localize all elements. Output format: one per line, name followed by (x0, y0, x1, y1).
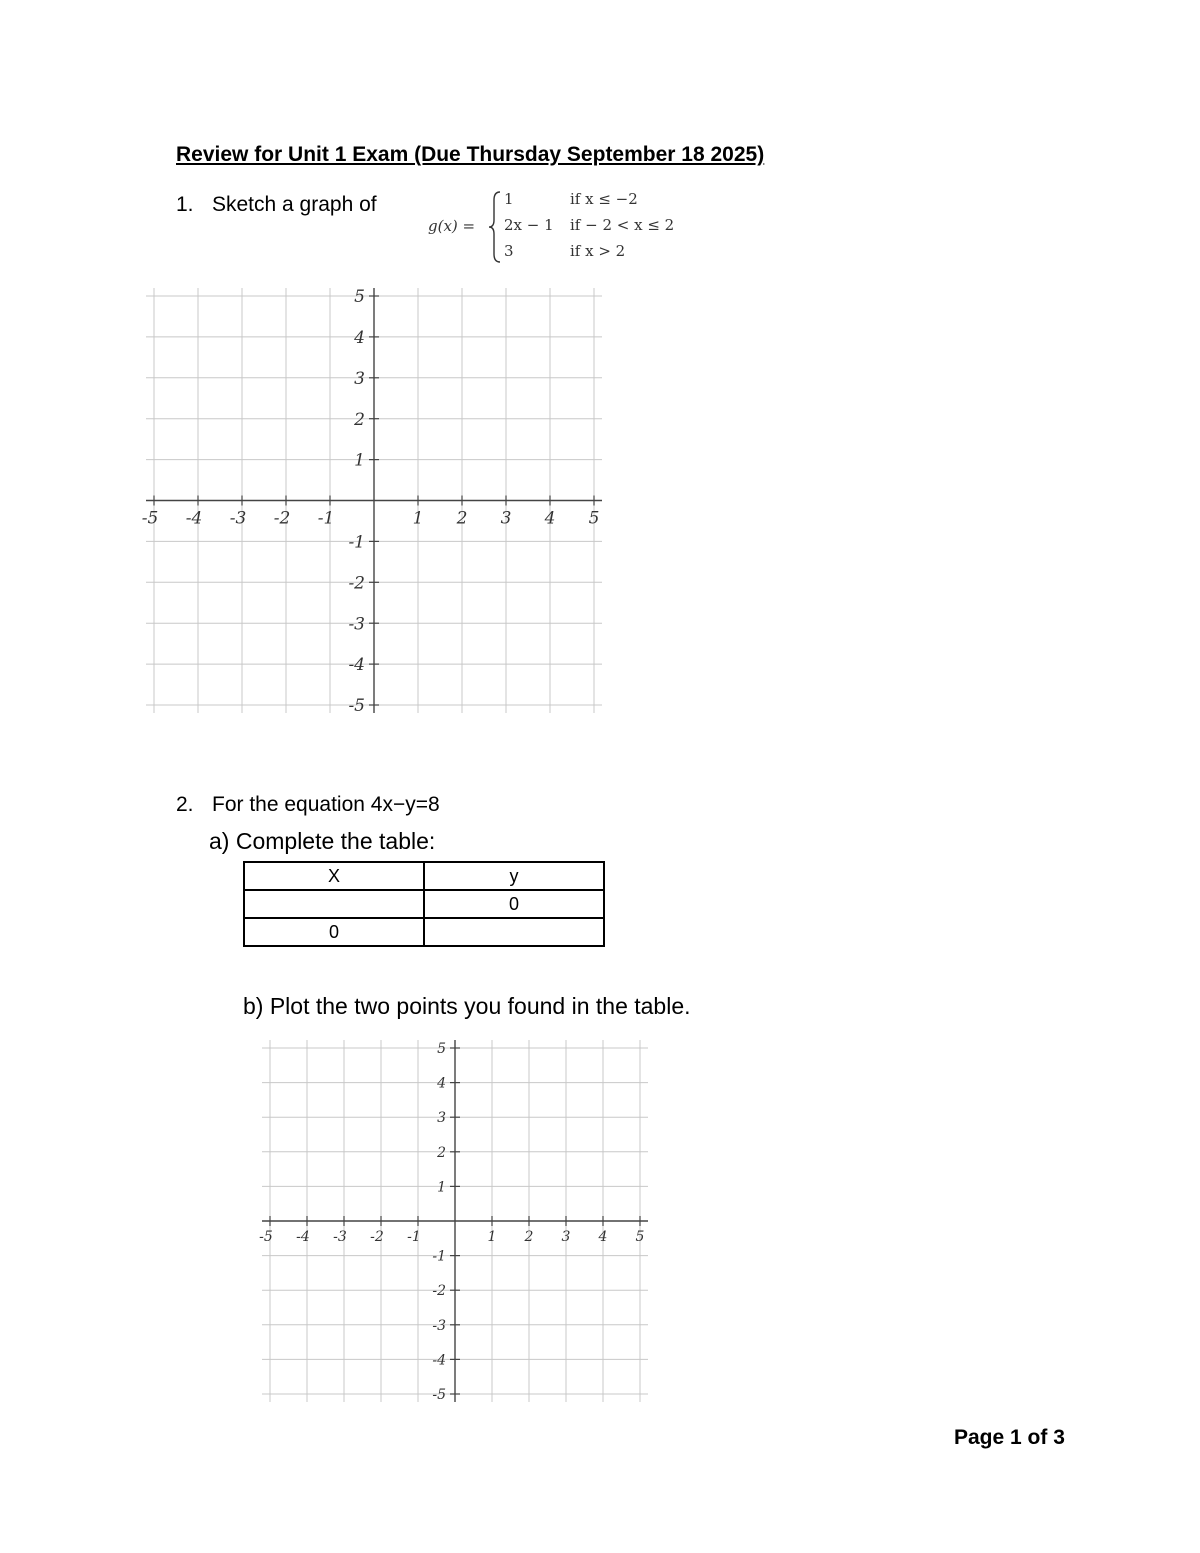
x-tick-label: -3 (333, 1229, 347, 1245)
case-1-cond: if x ≤ −2 (570, 190, 638, 208)
table-cell-x: 0 (244, 918, 424, 946)
piecewise-function (428, 186, 708, 266)
question-1 (176, 193, 377, 217)
y-tick-label: -1 (432, 1248, 446, 1265)
x-tick-label: -4 (296, 1229, 310, 1245)
y-tick-label: -5 (348, 696, 365, 717)
case-3-expr: 3 (504, 242, 514, 260)
x-tick-label: 3 (500, 508, 512, 529)
x-tick-label: 1 (412, 508, 424, 529)
x-tick-label: 5 (635, 1229, 645, 1245)
y-tick-label: 2 (354, 409, 365, 430)
y-tick-label: 1 (354, 450, 365, 471)
x-tick-label: -5 (259, 1229, 273, 1245)
y-tick-label: 1 (437, 1179, 446, 1196)
table-header-y: y (424, 862, 604, 890)
y-tick-label: 4 (437, 1075, 446, 1092)
y-tick-label: -4 (432, 1352, 446, 1369)
part-a-label: a) Complete the table: (209, 828, 436, 854)
part-b-label: b) Plot the two points you found in the table. (243, 993, 691, 1019)
table-cell-y-blank[interactable] (424, 918, 604, 946)
table-row (244, 918, 604, 946)
case-1-expr: 1 (504, 190, 514, 208)
question-1-number: 1. (176, 193, 194, 216)
y-tick-label: -5 (432, 1387, 446, 1404)
page-title: Review for Unit 1 Exam (Due Thursday September 18 2025) (176, 143, 765, 166)
y-tick-label: -1 (348, 532, 365, 553)
coordinate-grid-2[interactable] (258, 1036, 658, 1408)
table-header-x: X (244, 862, 424, 890)
y-tick-label: 4 (354, 328, 365, 349)
x-tick-label: -1 (407, 1229, 421, 1245)
y-tick-label: -3 (432, 1317, 446, 1334)
y-tick-label: 3 (437, 1110, 446, 1127)
table-header-row (244, 862, 604, 890)
y-tick-label: -2 (432, 1283, 446, 1300)
y-tick-label: 5 (354, 287, 365, 308)
x-tick-label: 1 (487, 1229, 497, 1245)
y-tick-label: -4 (348, 655, 365, 676)
table-row (244, 890, 604, 918)
case-2-expr: 2x − 1 (504, 216, 554, 234)
question-2-prompt: For the equation 4x−y=8 (212, 793, 440, 816)
values-table (243, 861, 605, 947)
question-2-number: 2. (176, 793, 194, 816)
x-tick-label: -1 (317, 508, 335, 529)
y-tick-label: 5 (437, 1041, 446, 1058)
case-2-cond: if − 2 < x ≤ 2 (570, 216, 675, 234)
x-tick-label: 2 (456, 508, 468, 529)
table-cell-x-blank[interactable] (244, 890, 424, 918)
x-tick-label: 3 (561, 1229, 571, 1245)
x-tick-label: 4 (598, 1229, 608, 1245)
x-tick-label: 4 (544, 508, 556, 529)
question-2 (176, 793, 440, 817)
y-tick-label: 3 (354, 368, 365, 389)
page-number: Page 1 of 3 (954, 1426, 1065, 1449)
function-name: g(x) = (428, 217, 476, 235)
y-tick-label: -2 (348, 573, 365, 594)
coordinate-grid-1[interactable] (140, 283, 610, 718)
x-tick-label: -5 (141, 508, 159, 529)
case-3-cond: if x > 2 (570, 242, 626, 260)
x-tick-label: -4 (185, 508, 203, 529)
x-tick-label: 2 (524, 1229, 534, 1245)
x-tick-label: 5 (588, 508, 600, 529)
x-tick-label: -3 (229, 508, 247, 529)
x-tick-label: -2 (370, 1229, 384, 1245)
x-tick-label: -2 (273, 508, 291, 529)
table-cell-y: 0 (424, 890, 604, 918)
y-tick-label: -3 (348, 614, 365, 635)
question-1-prompt: Sketch a graph of (212, 193, 377, 216)
y-tick-label: 2 (437, 1144, 446, 1161)
left-brace-icon (488, 190, 502, 264)
